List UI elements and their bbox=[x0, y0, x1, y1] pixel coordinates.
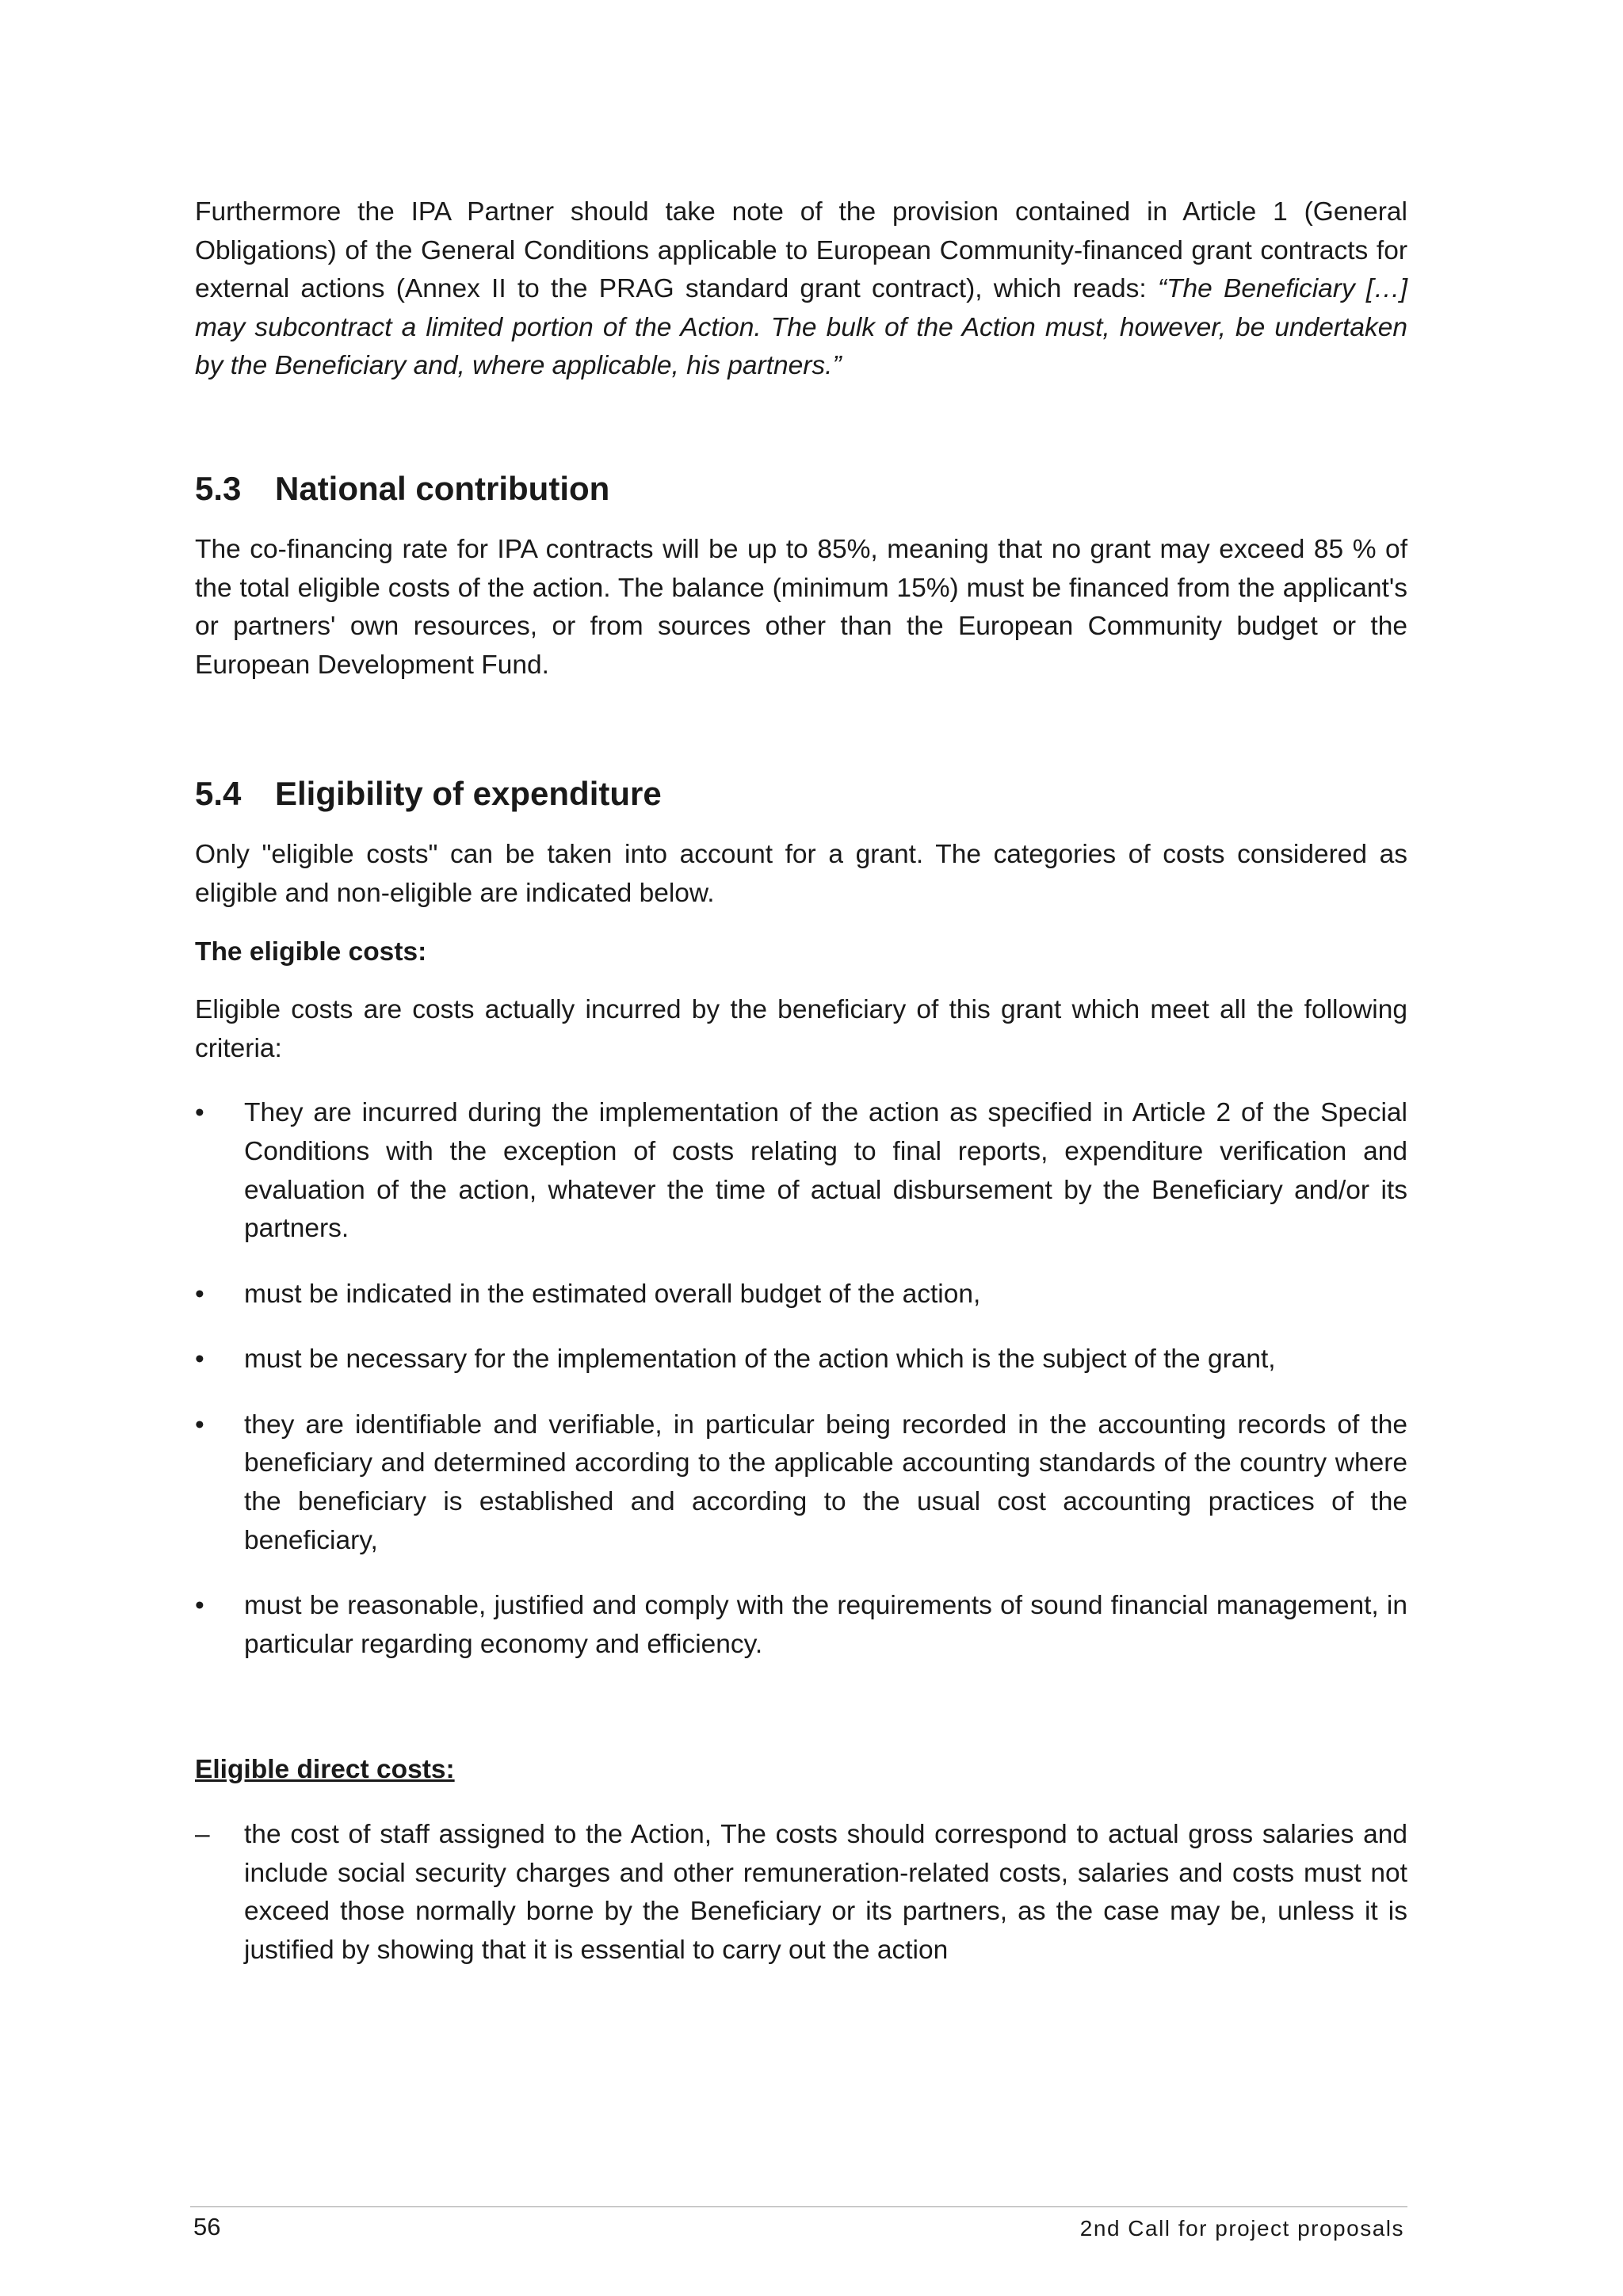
list-item-text: They are incurred during the implementation of the action as specified in Article 2 of the Special Conditions with the exception of costs relating to final reports, expenditure verification and evaluation of the action, whatever the time of actual disbursement by the Beneficiary and/or its partners. bbox=[244, 1098, 1407, 1244]
bullet-marker: • bbox=[195, 1344, 204, 1375]
dash-marker: – bbox=[195, 1820, 210, 1850]
list-item bbox=[195, 1094, 1407, 1248]
page-number: 56 bbox=[193, 2213, 221, 2241]
eligible-costs-heading: The eligible costs: bbox=[195, 936, 427, 967]
section-heading-5-3 bbox=[195, 469, 1407, 509]
bullet-marker: • bbox=[195, 1591, 204, 1621]
list-item-text: they are identifiable and verifiable, in particular being recorded in the accounting records of the beneficiary and determined according to the applicable accounting standards of the country where the beneficiary is established and according to the usual cost accounting practices of the beneficiary, bbox=[244, 1409, 1407, 1555]
intro-text: Furthermore the IPA Partner should take note of the provision contained in Article 1 (General Obligations) of the General Conditions applicable to European Community-financed grant contracts for external actions (Annex II to the PRAG standard grant contract), which reads: bbox=[195, 197, 1407, 304]
section-title: Eligibility of expenditure bbox=[275, 775, 662, 813]
list-item-text: must be necessary for the implementation of the action which is the subject of the grant, bbox=[244, 1344, 1276, 1375]
list-item bbox=[195, 1341, 1407, 1379]
direct-costs-list bbox=[195, 1816, 1407, 1970]
intro-paragraph bbox=[195, 193, 1407, 386]
section-title: National contribution bbox=[275, 469, 610, 507]
section-heading-5-4 bbox=[195, 774, 1407, 814]
list-item bbox=[195, 1276, 1407, 1314]
document-page bbox=[195, 193, 1407, 1997]
footer-document-title: 2nd Call for project proposals bbox=[1079, 2216, 1404, 2241]
footer-divider bbox=[190, 2206, 1407, 2207]
list-item bbox=[195, 1816, 1407, 1970]
intro-quote: “The Beneficiary […] may subcontract a limited portion of the Action. The bulk of the Action must, however, be undertaken by the Beneficiary and, where applicable, his partners.” bbox=[195, 274, 1407, 381]
eligible-costs-intro: Eligible costs are costs actually incurred by the beneficiary of this grant which meet all the following criteria: bbox=[195, 995, 1407, 1063]
criteria-list bbox=[195, 1094, 1407, 1664]
eligibility-paragraph: Only "eligible costs" can be taken into account for a grant. The categories of costs considered as eligible and non-eligible are indicated below. bbox=[195, 840, 1407, 908]
list-item-text: must be reasonable, justified and comply with the requirements of sound financial management, in particular regarding economy and efficiency. bbox=[244, 1591, 1407, 1659]
list-item-text: the cost of staff assigned to the Action, The costs should correspond to actual gross salaries and include social security charges and other remuneration-related costs, salaries and costs must not exceed those normally borne by the Beneficiary or its partners, as the case may be, unless it is justified by showing that it is essential to carry out the action bbox=[244, 1820, 1407, 1965]
national-contribution-paragraph: The co-financing rate for IPA contracts will be up to 85%, meaning that no grant may exceed 85 % of the total eligible costs of the action. The balance (minimum 15%) must be financed from the applicant's or partners' own resources, or from sources other than the European Community budget or the European Development Fund. bbox=[195, 534, 1407, 680]
list-item bbox=[195, 1587, 1407, 1664]
list-item-text: must be indicated in the estimated overall budget of the action, bbox=[244, 1279, 981, 1309]
list-item bbox=[195, 1406, 1407, 1560]
section-number: 5.3 bbox=[195, 469, 242, 507]
bullet-marker: • bbox=[195, 1409, 204, 1440]
bullet-marker: • bbox=[195, 1279, 204, 1309]
bullet-marker: • bbox=[195, 1098, 204, 1128]
direct-costs-heading: Eligible direct costs: bbox=[195, 1755, 455, 1785]
section-number: 5.4 bbox=[195, 775, 242, 813]
